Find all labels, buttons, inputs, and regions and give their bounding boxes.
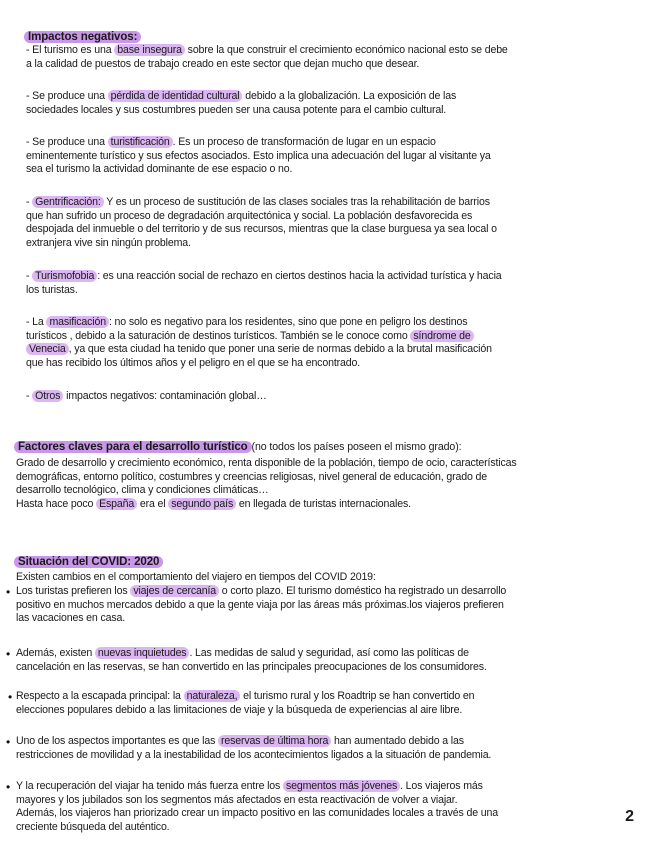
bullet-reservas-ultima-hora — [16, 735, 491, 762]
text-line: mayores y los jubilados son los segmentos más afectados en esta reactivación de volver a viajar. — [16, 793, 458, 806]
section-title-factores-text: Factores claves para el desarrollo turístico — [14, 441, 252, 453]
highlighted-term: Venecia — [26, 343, 69, 355]
text-line: Venecia , ya que esta ciudad ha tenido que poner una serie de normas debido a la brutal masificación — [26, 343, 492, 357]
section-title-impactos-text: Impactos negativos: — [24, 31, 141, 43]
text-line: desarrollo tecnológico, clima y condiciones climáticas… — [16, 484, 269, 497]
highlighted-term: síndrome de — [410, 330, 473, 342]
bullet-viajes-cercania — [16, 585, 506, 626]
paragraph-base-insegura — [26, 44, 508, 71]
text-line: a la calidad de puestos de trabajo creado en este sector que dejan mucho que desear. — [26, 57, 420, 70]
text-line: Además, existen nuevas inquietudes . Las medidas de salud y seguridad, así como las políticas de — [16, 647, 469, 659]
text-line: Uno de los aspectos importantes es que las reservas de última hora han aumentado debido a las — [16, 735, 464, 747]
highlighted-term: Turismofobia — [32, 270, 97, 282]
text-line: sociedades locales y sus costumbres pueden ser una causa potente para el cambio cultural. — [26, 103, 447, 116]
highlighted-term: masificación — [46, 316, 109, 328]
section-title-covid-text: Situación del COVID: 2020 — [14, 556, 163, 568]
section-title-impactos — [24, 30, 141, 44]
text-line: elecciones populares debido a las limitaciones de viaje y la búsqueda de experiencias al aire libre. — [16, 703, 463, 716]
highlighted-term: España — [96, 498, 137, 510]
text-line: extranjera vive sin ningún problema. — [26, 236, 191, 249]
text-line: demográficas, entorno político, costumbres y creencias religiosas, nivel general de educación, grado de — [16, 470, 487, 483]
paragraph-factores — [16, 457, 517, 511]
highlighted-term: naturaleza, — [184, 690, 241, 702]
text-line: que han sufrido un proceso de degradación arquitectónica y social. La población desfavorecida es — [26, 209, 473, 222]
paragraph-covid-intro — [16, 571, 376, 585]
section-title-factores — [14, 440, 462, 454]
bullet-marker: • — [6, 585, 11, 599]
page-number: 2 — [625, 808, 634, 825]
text-line: positivo en muchos mercados debido a que la gente viaja por las áreas más próximas.los viajeros prefieren — [16, 598, 504, 611]
text-line: - Se produce una pérdida de identidad cultural debido a la globalización. La exposición de las — [26, 90, 457, 102]
highlighted-term: turistificación — [108, 136, 173, 148]
bullet-naturaleza — [16, 690, 474, 717]
text-line: sea el turismo la actividad dominante de ese espacio o no. — [26, 163, 293, 176]
bullet-marker: • — [6, 780, 11, 794]
text-line: - Otros impactos negativos: contaminación global… — [26, 390, 267, 402]
text-line: Y la recuperación del viajar ha tenido más fuerza entre los segmentos más jóvenes . Los viajeros más — [16, 780, 483, 792]
text-line: despojada del inmueble o del territorio y de sus recursos, mientras que la clase burguesa ya sea local o — [26, 223, 497, 236]
highlighted-term: Otros — [32, 390, 63, 402]
highlighted-term: Gentrificación: — [32, 196, 103, 208]
paragraph-otros — [26, 390, 267, 404]
highlighted-term: viajes de cercanía — [130, 585, 219, 597]
text-line: Hasta hace poco España era el segundo país en llegada de turistas internacionales. — [16, 497, 411, 510]
text-line: los turistas. — [26, 283, 78, 296]
section-title-factores-suffix: (no todos los países poseen el mismo grado): — [251, 441, 462, 453]
paragraph-masificacion — [26, 316, 492, 370]
paragraph-identidad-cultural — [26, 90, 456, 117]
text-line: creciente búsqueda del auténtico. — [16, 820, 170, 833]
bullet-marker: • — [8, 690, 13, 704]
highlighted-term: nuevas inquietudes — [95, 647, 190, 659]
text-line: - Gentrificación: Y es un proceso de sustitución de las clases sociales tras la rehabilitación de barrios — [26, 196, 490, 208]
text-line: Además, los viajeros han priorizado crear un impacto positivo en las comunidades locales a través de una — [16, 807, 498, 820]
highlighted-term: reservas de última hora — [218, 735, 331, 747]
highlighted-term: segmentos más jóvenes — [283, 780, 400, 792]
text-line: Existen cambios en el comportamiento del viajero en tiempos del COVID 2019: — [16, 571, 376, 583]
text-line: eminentemente turístico y sus efectos asociados. Esto implica una adecuación del lugar al visitante ya — [26, 149, 491, 162]
highlighted-term: segundo país — [168, 498, 236, 510]
section-title-covid — [14, 555, 163, 569]
text-line: Grado de desarrollo y crecimiento económico, renta disponible de la población, tiempo de ocio, características — [16, 457, 517, 469]
text-line: restricciones de movilidad y a la inestabilidad de los acontecimientos ligados a la situación de pandemia. — [16, 748, 492, 761]
text-line: Respecto a la escapada principal: la naturaleza, el turismo rural y los Roadtrip se han convertido en — [16, 690, 475, 702]
paragraph-gentrificacion — [26, 196, 497, 250]
text-line: turísticos , debido a la saturación de destinos turísticos. También se le conoce como síndrome de — [26, 330, 492, 344]
highlighted-term: pérdida de identidad cultural — [108, 90, 243, 102]
text-line: - Se produce una turistificación . Es un proceso de transformación de lugar en un espacio — [26, 136, 436, 148]
text-line: que has recibido los últimos años y el peligro en el que se ha encontrado. — [26, 356, 361, 369]
bullet-marker: • — [6, 647, 11, 661]
bullet-nuevas-inquietudes — [16, 647, 487, 674]
bullet-marker: • — [6, 735, 11, 749]
text-line: - El turismo es una base insegura sobre la que construir el crecimiento económico nacional esto se debe — [26, 44, 508, 56]
paragraph-turismofobia — [26, 270, 502, 297]
text-line: - La masificación : no solo es negativo para los residentes, sino que pone en peligro los destinos — [26, 316, 468, 328]
text-line: las vacaciones en casa. — [16, 612, 126, 625]
text-line: - Turismofobia : es una reacción social de rechazo en ciertos destinos hacia la actividad turística y hacia — [26, 270, 502, 282]
paragraph-turistificacion — [26, 136, 491, 177]
highlighted-term: base insegura — [114, 44, 185, 56]
text-line: cancelación en las reservas, se han convertido en las principales preocupaciones de los consumidores. — [16, 660, 487, 673]
bullet-segmentos-jovenes — [16, 780, 498, 834]
text-line: Los turistas prefieren los viajes de cercanía o corto plazo. El turismo doméstico ha registrado un desarrollo — [16, 585, 507, 597]
